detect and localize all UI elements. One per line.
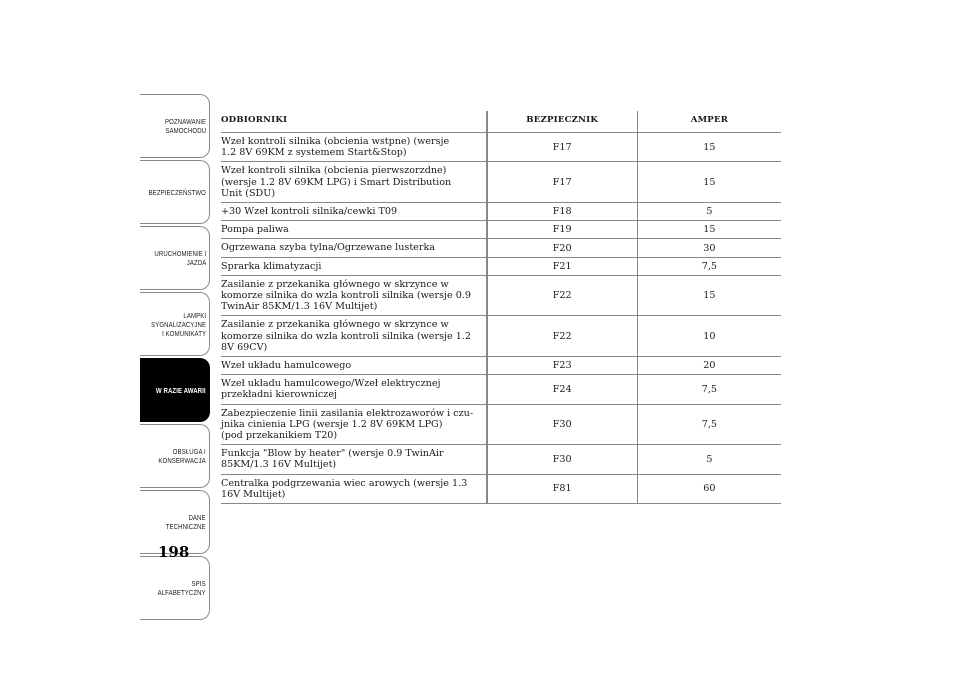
table-row <box>221 375 781 404</box>
fuse-cell: F22 <box>486 276 637 316</box>
amp-cell: 60 <box>637 475 781 503</box>
fuse-cell: F19 <box>486 221 637 238</box>
receiver-cell: Wzeł układu hamulcowego <box>221 360 352 372</box>
fuse-cell: F17 <box>486 133 637 161</box>
tab-label: BEZPIECZEŃSTWO <box>148 187 206 197</box>
table-row <box>221 133 781 162</box>
fuse-cell: F30 <box>486 405 637 445</box>
tab-bezpieczenstwo[interactable] <box>140 160 210 224</box>
table-row <box>221 203 781 221</box>
receiver-cell: +30 Wzeł kontroli silnika/cewki T09 <box>221 206 398 218</box>
amp-cell: 5 <box>637 445 781 473</box>
receiver-cell: Centralka podgrzewania wiec arowych (wersje 1.3 16V Multijet) <box>221 477 468 500</box>
table-body <box>221 133 781 504</box>
tab-label: OBSŁUGA I KONSERWACJA <box>158 447 206 465</box>
fuse-cell: F18 <box>486 203 637 220</box>
fuse-cell: F30 <box>486 445 637 473</box>
amp-cell: 5 <box>637 203 781 220</box>
header-amper: AMPER <box>637 111 781 132</box>
receiver-cell: Wzeł kontroli silnika (obcienia pierwszorzdne) (wersje 1.2 8V 69KM LPG) i Smart Distribution Unit (SDU) <box>221 165 452 199</box>
tab-label: SPIS ALFABETYCZNY <box>157 579 206 597</box>
amp-cell: 20 <box>637 357 781 374</box>
tab-spis-alfabetyczny[interactable] <box>140 556 210 620</box>
table-row <box>221 316 781 357</box>
receiver-cell: Ogrzewana szyba tylna/Ogrzewane lusterka <box>221 242 435 254</box>
receiver-cell: Funkcja "Blow by heater" (wersje 0.9 TwinAir 85KM/1.3 16V Multijet) <box>221 448 444 471</box>
table-row <box>221 445 781 474</box>
table-row <box>221 258 781 276</box>
table-header <box>221 111 781 133</box>
tab-label: W RAZIE AWARII <box>156 385 206 395</box>
amp-cell: 15 <box>637 276 781 316</box>
fuse-table <box>221 111 781 504</box>
amp-cell: 15 <box>637 162 781 202</box>
tab-poznawanie-samochodu[interactable] <box>140 94 210 158</box>
table-row <box>221 239 781 257</box>
header-fuse: BEZPIECZNIK <box>486 111 637 132</box>
fuse-cell: F81 <box>486 475 637 503</box>
fuse-cell: F23 <box>486 357 637 374</box>
tab-lampki-sygnalizacyjne[interactable] <box>140 292 210 356</box>
fuse-cell: F20 <box>486 239 637 256</box>
amp-cell: 7,5 <box>637 258 781 275</box>
fuse-cell: F17 <box>486 162 637 202</box>
tab-label: URUCHOMIENIE I JAZDA <box>154 249 206 267</box>
amp-cell: 15 <box>637 133 781 161</box>
receiver-cell: Zabezpieczenie linii zasilania elektrozaworów i czu- jnika cinienia LPG (wersje 1.2 8V 69KM LPG) (pod przekanikiem T20) <box>221 407 474 442</box>
table-row <box>221 475 781 504</box>
table-row <box>221 221 781 239</box>
tab-label: DANE TECHNICZNE <box>166 513 206 531</box>
amp-cell: 30 <box>637 239 781 256</box>
tab-label: LAMPKI SYGNALIZACYJNE I KOMUNIKATY <box>150 310 206 338</box>
amp-cell: 15 <box>637 221 781 238</box>
amp-cell: 7,5 <box>637 375 781 403</box>
fuse-cell: F21 <box>486 258 637 275</box>
tab-uruchomienie-i-jazda[interactable] <box>140 226 210 290</box>
header-receivers: ODBIORNIKI <box>221 115 288 125</box>
amp-cell: 7,5 <box>637 405 781 445</box>
table-row <box>221 162 781 203</box>
receiver-cell: Sprarka klimatyzacji <box>221 260 322 272</box>
tab-w-razie-awarii[interactable] <box>140 358 210 422</box>
table-row <box>221 357 781 375</box>
table-row <box>221 276 781 317</box>
amp-cell: 10 <box>637 316 781 356</box>
receiver-cell: Wzeł kontroli silnika (obcienia wstpne) (wersje 1.2 8V 69KM z systemem Start&Stop) <box>221 136 450 159</box>
tab-label: POZNAWANIE SAMOCHODU <box>164 117 206 135</box>
receiver-cell: Wzeł układu hamulcowego/Wzeł elektrycznej przekładni kierowniczej <box>221 378 441 401</box>
receiver-cell: Zasilanie z przekanika głównego w skrzynce w komorze silnika do wzla kontroli silnika (wersje 0.9 TwinAir 85KM/1.3 16V Multijet) <box>221 278 471 313</box>
fuse-cell: F22 <box>486 316 637 356</box>
tab-obsluga-i-konserwacja[interactable] <box>140 424 210 488</box>
receiver-cell: Zasilanie z przekanika głównego w skrzynce w komorze silnika do wzla kontroli silnika (wersje 1.2 8V 69CV) <box>221 319 471 353</box>
page-number: 198 <box>158 543 190 561</box>
table-row <box>221 405 781 446</box>
fuse-cell: F24 <box>486 375 637 403</box>
receiver-cell: Pompa paliwa <box>221 224 289 236</box>
